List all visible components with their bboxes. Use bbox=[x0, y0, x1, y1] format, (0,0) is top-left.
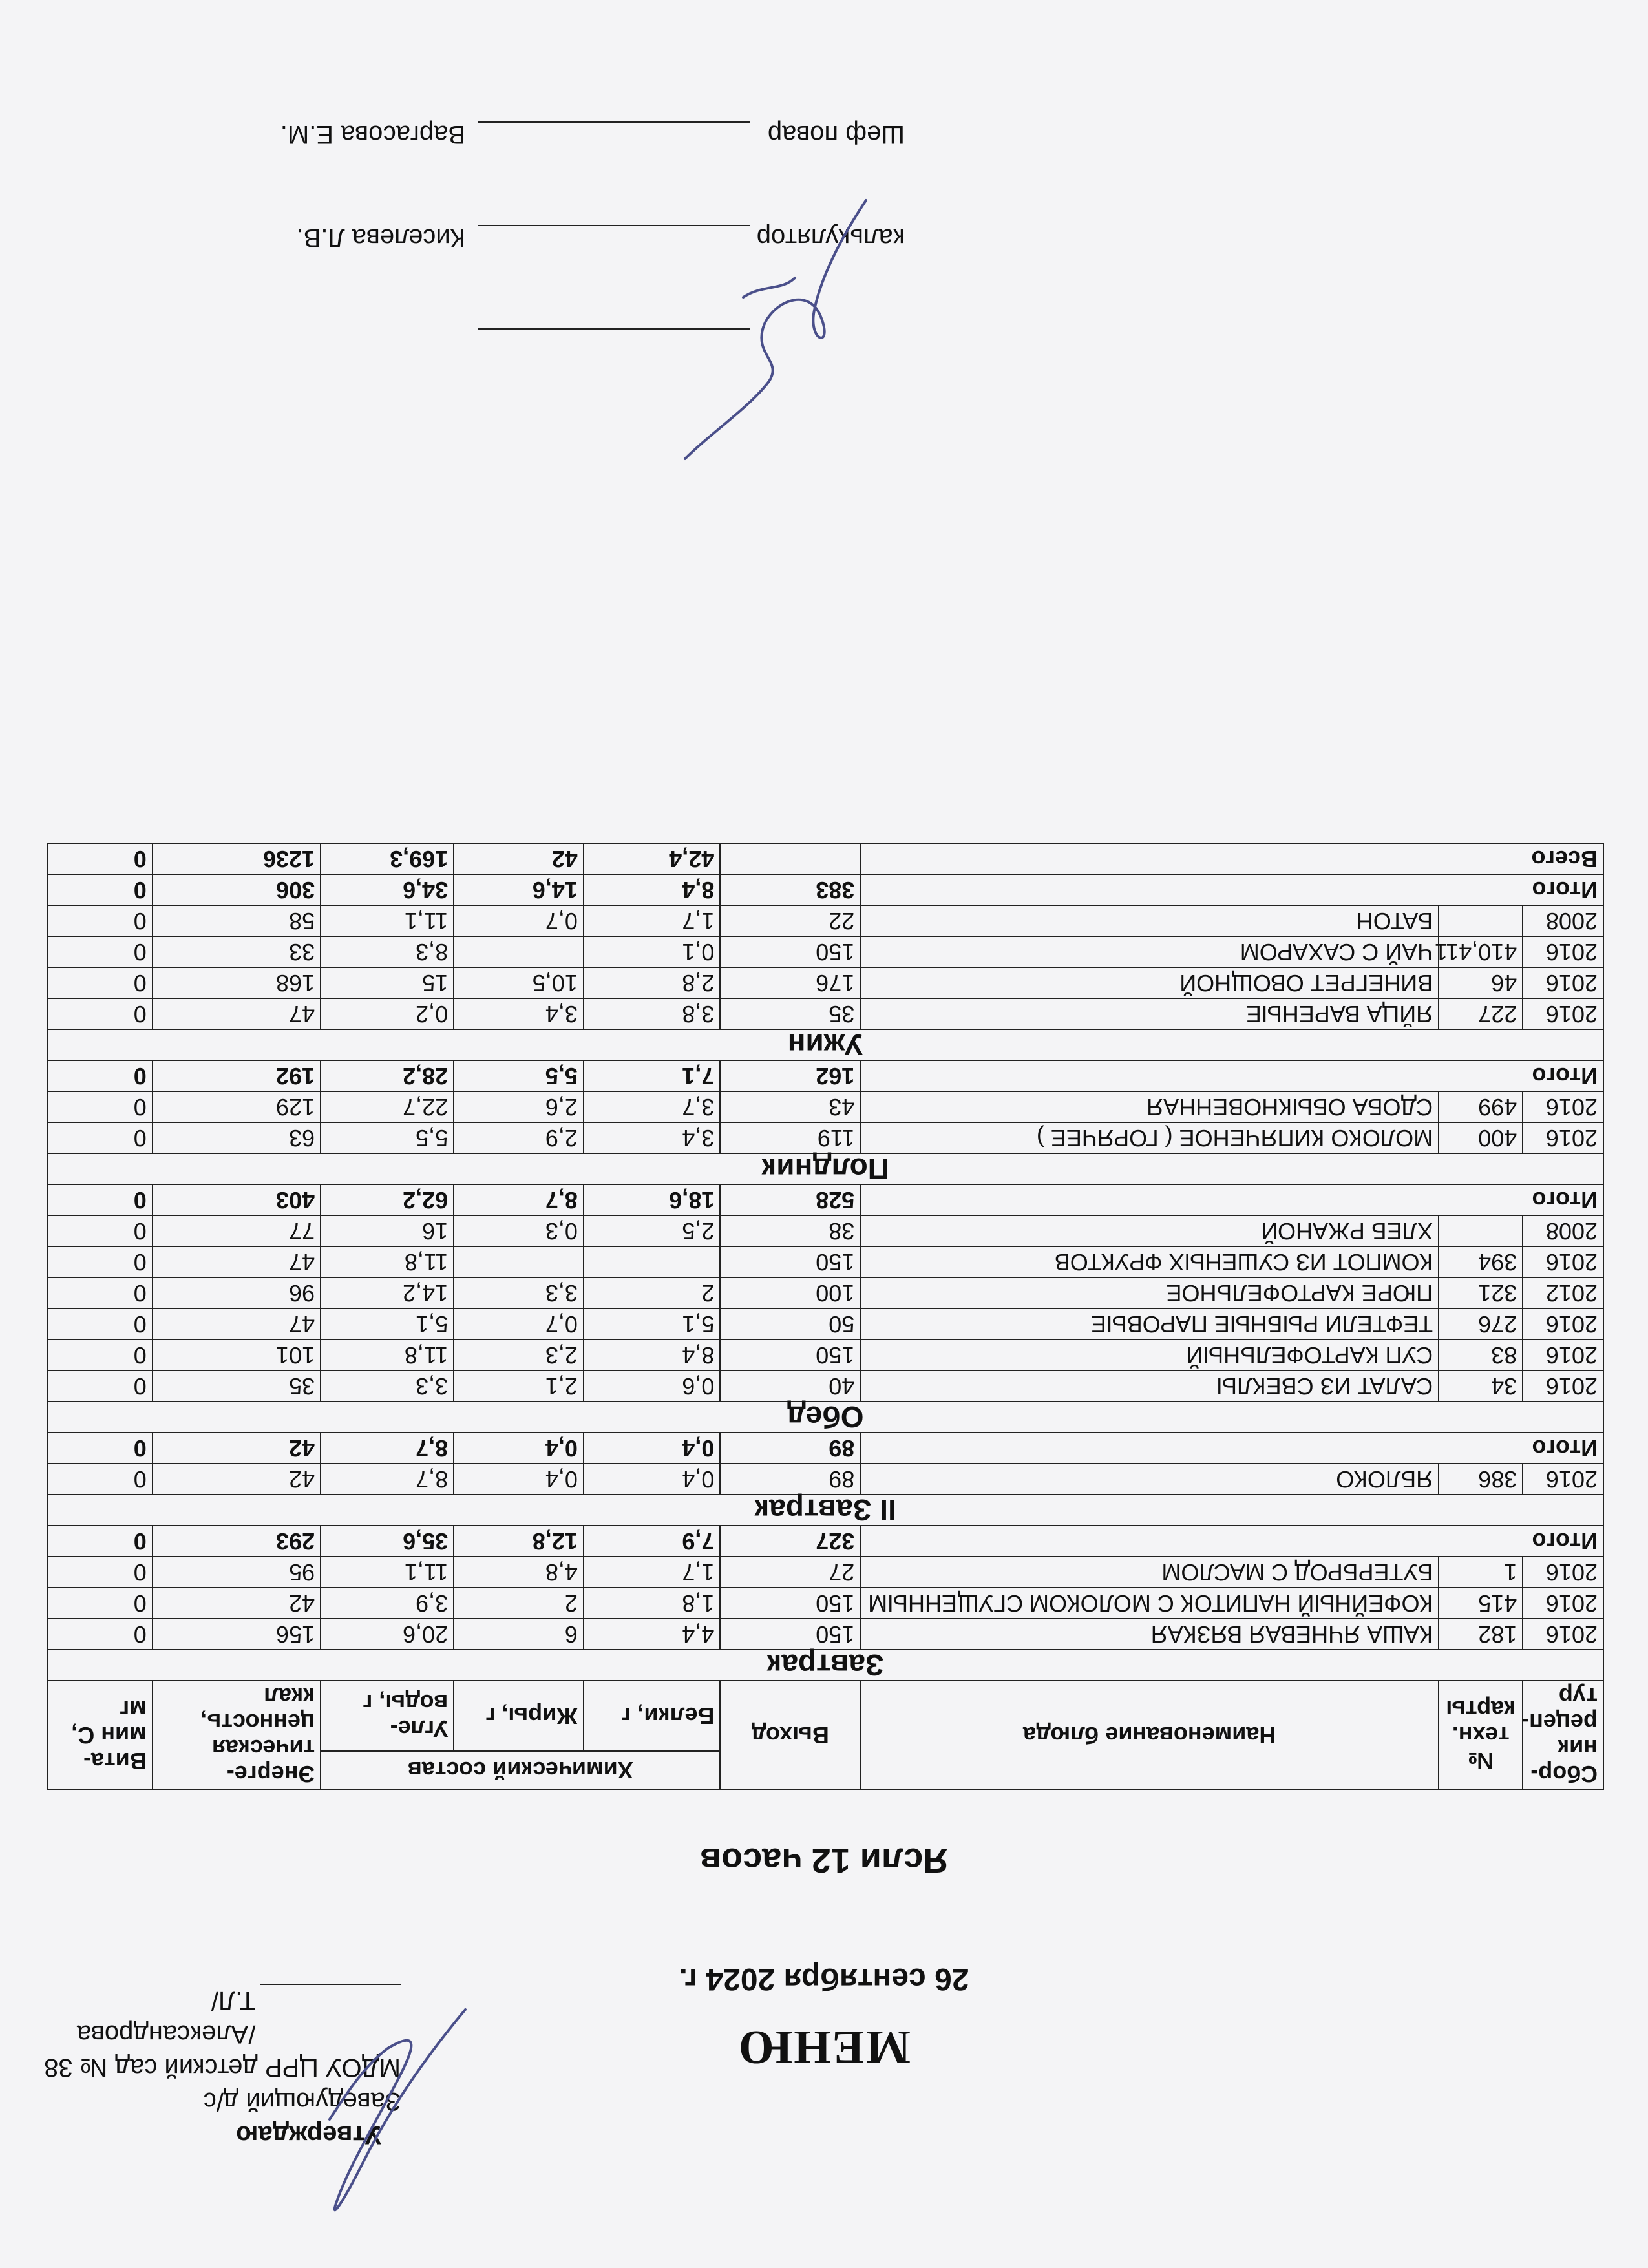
cell-carbs: 15 bbox=[321, 967, 454, 998]
cell-vitamin-c: 0 bbox=[47, 1277, 153, 1308]
total-vitamin-c: 0 bbox=[47, 1433, 153, 1464]
cell-card-number: 386 bbox=[1439, 1464, 1523, 1495]
cell-vitamin-c: 0 bbox=[47, 967, 153, 998]
cell-carbs: 5,1 bbox=[321, 1308, 454, 1339]
cell-protein: 1,8 bbox=[584, 1588, 721, 1619]
cell-collection: 2016 bbox=[1523, 1246, 1603, 1277]
meal-header-row bbox=[47, 1153, 1603, 1184]
cell-carbs: 11,1 bbox=[321, 905, 454, 936]
cell-energy: 35 bbox=[153, 1370, 321, 1402]
total-fat: 8,7 bbox=[454, 1184, 584, 1215]
grand-total-protein: 42,4 bbox=[584, 843, 721, 874]
cell-vitamin-c: 0 bbox=[47, 1308, 153, 1339]
cell-vitamin-c: 0 bbox=[47, 936, 153, 967]
total-label: Итого bbox=[860, 1060, 1603, 1091]
table-row bbox=[47, 936, 1603, 967]
cell-collection: 2016 bbox=[1523, 1557, 1603, 1588]
grand-total-yield bbox=[720, 843, 860, 874]
cell-energy: 47 bbox=[153, 1246, 321, 1277]
cell-carbs: 3,3 bbox=[321, 1370, 454, 1402]
cell-energy: 168 bbox=[153, 967, 321, 998]
cell-yield: 100 bbox=[720, 1277, 860, 1308]
signature-blank bbox=[478, 121, 750, 123]
cell-card-number: 394 bbox=[1439, 1246, 1523, 1277]
cell-energy: 47 bbox=[153, 998, 321, 1029]
cell-fat: 2,6 bbox=[454, 1091, 584, 1122]
cell-dish-name: БАТОН bbox=[860, 905, 1439, 936]
total-protein: 7,9 bbox=[584, 1526, 721, 1557]
cell-fat: 2,3 bbox=[454, 1339, 584, 1370]
cell-carbs: 22,7 bbox=[321, 1091, 454, 1122]
total-label: Итого bbox=[860, 1526, 1603, 1557]
cell-collection: 2016 bbox=[1523, 1464, 1603, 1495]
total-protein: 8,4 bbox=[584, 874, 721, 905]
chef-name: Варгасова Е.М. bbox=[280, 120, 465, 149]
table-row bbox=[47, 998, 1603, 1029]
cell-collection: 2008 bbox=[1523, 905, 1603, 936]
cell-card-number: 321 bbox=[1439, 1277, 1523, 1308]
cell-collection: 2008 bbox=[1523, 1215, 1603, 1246]
grand-total-energy: 1236 bbox=[153, 843, 321, 874]
cell-protein: 4,4 bbox=[584, 1619, 721, 1650]
cell-card-number: 46 bbox=[1439, 967, 1523, 998]
table-row bbox=[47, 1215, 1603, 1246]
total-row bbox=[47, 874, 1603, 905]
total-carbs: 28,2 bbox=[321, 1060, 454, 1091]
cell-yield: 150 bbox=[720, 936, 860, 967]
cell-yield: 119 bbox=[720, 1122, 860, 1153]
total-vitamin-c: 0 bbox=[47, 874, 153, 905]
cell-fat: 6 bbox=[454, 1619, 584, 1650]
cell-dish-name: ВИНЕГРЕТ ОВОЩНОЙ bbox=[860, 967, 1439, 998]
cell-fat: 2,9 bbox=[454, 1122, 584, 1153]
header-carbs: Угле-воды, г bbox=[321, 1681, 454, 1751]
total-yield: 327 bbox=[720, 1526, 860, 1557]
cell-collection: 2016 bbox=[1523, 1339, 1603, 1370]
table-row bbox=[47, 1339, 1603, 1370]
total-carbs: 8,7 bbox=[321, 1433, 454, 1464]
cell-vitamin-c: 0 bbox=[47, 1370, 153, 1402]
meal-title: Завтрак bbox=[47, 1650, 1603, 1681]
cell-protein: 0,1 bbox=[584, 936, 721, 967]
cell-vitamin-c: 0 bbox=[47, 1464, 153, 1495]
cell-collection: 2016 bbox=[1523, 1588, 1603, 1619]
meal-title: Полдник bbox=[47, 1153, 1603, 1184]
cell-dish-name: ХЛЕБ РЖАНОЙ bbox=[860, 1215, 1439, 1246]
approval-position: Заведующий д/с bbox=[203, 2087, 401, 2116]
menu-table bbox=[47, 843, 1604, 1790]
cell-yield: 89 bbox=[720, 1464, 860, 1495]
cell-carbs: 11,1 bbox=[321, 1557, 454, 1588]
cell-energy: 77 bbox=[153, 1215, 321, 1246]
total-fat: 14,6 bbox=[454, 874, 584, 905]
cell-fat: 2,1 bbox=[454, 1370, 584, 1402]
staff-signature bbox=[659, 187, 892, 472]
cell-yield: 150 bbox=[720, 1588, 860, 1619]
total-label: Итого bbox=[860, 874, 1603, 905]
approval-title: Утверждаю bbox=[236, 2121, 381, 2149]
cell-vitamin-c: 0 bbox=[47, 1215, 153, 1246]
meal-header-row bbox=[47, 1029, 1603, 1060]
header-protein: Белки, г bbox=[584, 1681, 721, 1751]
total-protein: 7,1 bbox=[584, 1060, 721, 1091]
cell-collection: 2016 bbox=[1523, 998, 1603, 1029]
table-row bbox=[47, 1246, 1603, 1277]
cell-yield: 22 bbox=[720, 905, 860, 936]
cell-card-number: 410,411 bbox=[1439, 936, 1523, 967]
cell-fat bbox=[454, 936, 584, 967]
cell-yield: 35 bbox=[720, 998, 860, 1029]
cell-yield: 50 bbox=[720, 1308, 860, 1339]
cell-energy: 96 bbox=[153, 1277, 321, 1308]
total-yield: 383 bbox=[720, 874, 860, 905]
grand-total-label: Всего bbox=[860, 843, 1603, 874]
total-energy: 293 bbox=[153, 1526, 321, 1557]
cell-yield: 150 bbox=[720, 1619, 860, 1650]
header-chemical-composition: Химический состав bbox=[321, 1751, 720, 1789]
total-fat: 12,8 bbox=[454, 1526, 584, 1557]
cell-card-number: 276 bbox=[1439, 1308, 1523, 1339]
meal-title: Ужин bbox=[47, 1029, 1603, 1060]
cell-fat: 0,4 bbox=[454, 1464, 584, 1495]
total-carbs: 62,2 bbox=[321, 1184, 454, 1215]
total-energy: 192 bbox=[153, 1060, 321, 1091]
cell-energy: 156 bbox=[153, 1619, 321, 1650]
cell-card-number: 1 bbox=[1439, 1557, 1523, 1588]
cell-dish-name: ЯЙЦА ВАРЕНЫЕ bbox=[860, 998, 1439, 1029]
total-protein: 0,4 bbox=[584, 1433, 721, 1464]
total-carbs: 35,6 bbox=[321, 1526, 454, 1557]
cell-card-number: 83 bbox=[1439, 1339, 1523, 1370]
cell-dish-name: СДОБА ОБЫКНОВЕННАЯ bbox=[860, 1091, 1439, 1122]
cell-yield: 27 bbox=[720, 1557, 860, 1588]
cell-dish-name: ПЮРЕ КАРТОФЕЛЬНОЕ bbox=[860, 1277, 1439, 1308]
cell-collection: 2016 bbox=[1523, 967, 1603, 998]
table-row bbox=[47, 905, 1603, 936]
header-fat: Жиры, г bbox=[454, 1681, 584, 1751]
header-dish-name: Наименование блюда bbox=[860, 1681, 1439, 1789]
cell-card-number: 499 bbox=[1439, 1091, 1523, 1122]
cell-dish-name: КОФЕЙНЫЙ НАПИТОК С МОЛОКОМ СГУЩЕННЫМ bbox=[860, 1588, 1439, 1619]
cell-protein: 0,6 bbox=[584, 1370, 721, 1402]
cell-fat: 3,3 bbox=[454, 1277, 584, 1308]
cell-vitamin-c: 0 bbox=[47, 905, 153, 936]
cell-energy: 101 bbox=[153, 1339, 321, 1370]
cell-dish-name: БУТЕРБРОД С МАСЛОМ bbox=[860, 1557, 1439, 1588]
total-energy: 403 bbox=[153, 1184, 321, 1215]
cell-vitamin-c: 0 bbox=[47, 1122, 153, 1153]
cell-protein: 5,1 bbox=[584, 1308, 721, 1339]
cell-fat: 0,7 bbox=[454, 1308, 584, 1339]
chef-role: Шеф повар bbox=[767, 120, 905, 149]
cell-yield: 40 bbox=[720, 1370, 860, 1402]
meal-title: II Завтрак bbox=[47, 1495, 1603, 1526]
grand-total-row bbox=[47, 843, 1603, 874]
total-row bbox=[47, 1526, 1603, 1557]
group-name: Ясли 12 часов bbox=[700, 1841, 949, 1880]
table-row bbox=[47, 1091, 1603, 1122]
cell-vitamin-c: 0 bbox=[47, 1246, 153, 1277]
header-vitamin-c: Вита-мин С, мг bbox=[47, 1681, 153, 1789]
total-yield: 162 bbox=[720, 1060, 860, 1091]
total-row bbox=[47, 1433, 1603, 1464]
approval-name: /Александрова Т.Л/ bbox=[76, 1986, 256, 2048]
table-row bbox=[47, 1464, 1603, 1495]
table-row bbox=[47, 1619, 1603, 1650]
cell-protein: 3,8 bbox=[584, 998, 721, 1029]
cell-vitamin-c: 0 bbox=[47, 1339, 153, 1370]
cell-carbs: 8,3 bbox=[321, 936, 454, 967]
cell-vitamin-c: 0 bbox=[47, 998, 153, 1029]
total-row bbox=[47, 1184, 1603, 1215]
cell-yield: 38 bbox=[720, 1215, 860, 1246]
cell-protein: 0,4 bbox=[584, 1464, 721, 1495]
total-carbs: 34,6 bbox=[321, 874, 454, 905]
cell-collection: 2012 bbox=[1523, 1277, 1603, 1308]
cell-fat: 3,4 bbox=[454, 998, 584, 1029]
cell-protein: 8,4 bbox=[584, 1339, 721, 1370]
total-label: Итого bbox=[860, 1184, 1603, 1215]
table-row bbox=[47, 967, 1603, 998]
cell-vitamin-c: 0 bbox=[47, 1619, 153, 1650]
cell-card-number: 227 bbox=[1439, 998, 1523, 1029]
cell-fat: 2 bbox=[454, 1588, 584, 1619]
cell-protein: 2 bbox=[584, 1277, 721, 1308]
cell-fat: 0,7 bbox=[454, 905, 584, 936]
cell-collection: 2016 bbox=[1523, 1122, 1603, 1153]
table-row bbox=[47, 1557, 1603, 1588]
total-yield: 528 bbox=[720, 1184, 860, 1215]
cell-energy: 47 bbox=[153, 1308, 321, 1339]
cell-energy: 63 bbox=[153, 1122, 321, 1153]
menu-table-body bbox=[47, 843, 1603, 1681]
table-row bbox=[47, 1277, 1603, 1308]
total-protein: 18,6 bbox=[584, 1184, 721, 1215]
cell-carbs: 14,2 bbox=[321, 1277, 454, 1308]
document-title: МЕНЮ bbox=[737, 2021, 911, 2074]
total-fat: 5,5 bbox=[454, 1060, 584, 1091]
cell-protein: 1,7 bbox=[584, 1557, 721, 1588]
total-yield: 89 bbox=[720, 1433, 860, 1464]
cell-card-number: 34 bbox=[1439, 1370, 1523, 1402]
cell-collection: 2016 bbox=[1523, 1308, 1603, 1339]
total-row bbox=[47, 1060, 1603, 1091]
cell-card-number: 182 bbox=[1439, 1619, 1523, 1650]
total-vitamin-c: 0 bbox=[47, 1060, 153, 1091]
cell-yield: 150 bbox=[720, 1339, 860, 1370]
cell-collection: 2016 bbox=[1523, 1091, 1603, 1122]
cell-energy: 58 bbox=[153, 905, 321, 936]
cell-carbs: 11,8 bbox=[321, 1339, 454, 1370]
cell-fat: 0,3 bbox=[454, 1215, 584, 1246]
chef-signature-row bbox=[280, 110, 905, 149]
table-row bbox=[47, 1122, 1603, 1153]
cell-dish-name: ЧАЙ С САХАРОМ bbox=[860, 936, 1439, 967]
cell-card-number: 400 bbox=[1439, 1122, 1523, 1153]
cell-fat bbox=[454, 1246, 584, 1277]
cell-dish-name: КАША ЯЧНЕВАЯ ВЯЗКАЯ bbox=[860, 1619, 1439, 1650]
cell-carbs: 20,6 bbox=[321, 1619, 454, 1650]
cell-vitamin-c: 0 bbox=[47, 1557, 153, 1588]
meal-header-row bbox=[47, 1495, 1603, 1526]
cell-dish-name: КОМПОТ ИЗ СУШЕНЫХ ФРУКТОВ bbox=[860, 1246, 1439, 1277]
total-energy: 42 bbox=[153, 1433, 321, 1464]
cell-collection: 2016 bbox=[1523, 1619, 1603, 1650]
cell-protein: 2,8 bbox=[584, 967, 721, 998]
total-label: Итого bbox=[860, 1433, 1603, 1464]
table-row bbox=[47, 1308, 1603, 1339]
grand-total-fat: 42 bbox=[454, 843, 584, 874]
meal-header-row bbox=[47, 1402, 1603, 1433]
table-row bbox=[47, 1588, 1603, 1619]
cell-protein: 3,7 bbox=[584, 1091, 721, 1122]
cell-card-number bbox=[1439, 905, 1523, 936]
cell-vitamin-c: 0 bbox=[47, 1091, 153, 1122]
cell-carbs: 8,7 bbox=[321, 1464, 454, 1495]
cell-dish-name: СУП КАРТОФЕЛЬНЫЙ bbox=[860, 1339, 1439, 1370]
cell-card-number: 415 bbox=[1439, 1588, 1523, 1619]
meal-header-row bbox=[47, 1650, 1603, 1681]
cell-energy: 129 bbox=[153, 1091, 321, 1122]
cell-energy: 95 bbox=[153, 1557, 321, 1588]
cell-carbs: 11,8 bbox=[321, 1246, 454, 1277]
cell-collection: 2016 bbox=[1523, 936, 1603, 967]
cell-carbs: 0,2 bbox=[321, 998, 454, 1029]
approval-organization: МДОУ ЦРР детский сад № 38 bbox=[44, 2053, 401, 2082]
cell-carbs: 5,5 bbox=[321, 1122, 454, 1153]
total-vitamin-c: 0 bbox=[47, 1526, 153, 1557]
cell-yield: 150 bbox=[720, 1246, 860, 1277]
cell-carbs: 3,9 bbox=[321, 1588, 454, 1619]
cell-protein bbox=[584, 1246, 721, 1277]
grand-total-vitamin-c: 0 bbox=[47, 843, 153, 874]
cell-yield: 43 bbox=[720, 1091, 860, 1122]
cell-card-number bbox=[1439, 1215, 1523, 1246]
grand-total-carbs: 169,3 bbox=[321, 843, 454, 874]
cell-energy: 33 bbox=[153, 936, 321, 967]
total-vitamin-c: 0 bbox=[47, 1184, 153, 1215]
cell-dish-name: ЯБЛОКО bbox=[860, 1464, 1439, 1495]
total-fat: 0,4 bbox=[454, 1433, 584, 1464]
cell-fat: 4,8 bbox=[454, 1557, 584, 1588]
cell-energy: 42 bbox=[153, 1588, 321, 1619]
cell-collection: 2016 bbox=[1523, 1370, 1603, 1402]
total-energy: 306 bbox=[153, 874, 321, 905]
cell-dish-name: ТЕФТЕЛИ РЫБНЫЕ ПАРОВЫЕ bbox=[860, 1308, 1439, 1339]
cell-protein: 3,4 bbox=[584, 1122, 721, 1153]
header-collection: Сбор-ник рецеп-тур bbox=[1523, 1681, 1603, 1789]
calculator-name: Киселева Л.В. bbox=[296, 224, 465, 252]
table-row bbox=[47, 1370, 1603, 1402]
cell-protein: 2,5 bbox=[584, 1215, 721, 1246]
cell-dish-name: САЛАТ ИЗ СВЕКЛЫ bbox=[860, 1370, 1439, 1402]
header-yield: Выход bbox=[720, 1681, 860, 1789]
header-card-number: № техн. карты bbox=[1439, 1681, 1523, 1789]
cell-fat: 10,5 bbox=[454, 967, 584, 998]
cell-protein: 1,7 bbox=[584, 905, 721, 936]
cell-dish-name: МОЛОКО КИПЯЧЕНОЕ ( ГОРЯЧЕЕ ) bbox=[860, 1122, 1439, 1153]
cell-yield: 176 bbox=[720, 967, 860, 998]
calculator-role: калькулятор bbox=[756, 224, 905, 252]
document-date: 26 сентября 2024 г. bbox=[679, 1962, 969, 1996]
cell-vitamin-c: 0 bbox=[47, 1588, 153, 1619]
header-energy: Энерге-тическая ценность, ккал bbox=[153, 1681, 321, 1789]
meal-title: Обед bbox=[47, 1402, 1603, 1433]
cell-carbs: 16 bbox=[321, 1215, 454, 1246]
cell-energy: 42 bbox=[153, 1464, 321, 1495]
